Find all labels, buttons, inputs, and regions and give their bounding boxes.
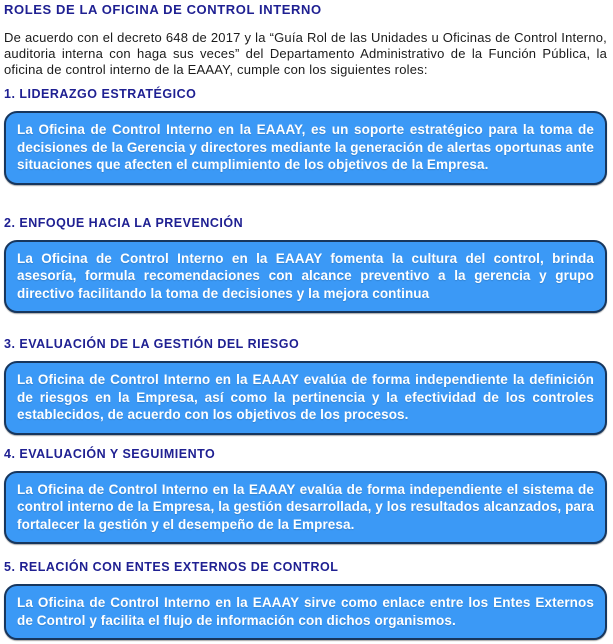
role-box [4,240,607,314]
section-heading: 5. RELACIÓN CON ENTES EXTERNOS DE CONTROL [4,560,339,574]
section-heading: 1. LIDERAZGO ESTRATÉGICO [4,87,197,101]
role-section-liderazgo [4,87,607,185]
role-section-entes-externos [4,560,607,640]
role-section-gestion-riesgo [4,337,607,435]
role-box [4,471,607,545]
role-box [4,584,607,640]
role-box-text: La Oficina de Control Interno en la EAAAY, es un soporte estratégico para la toma de decisiones de la Gerencia y directores mediante la generación de alertas oportunas ante situaciones que afecten el cumplimiento de los objetivos de la Empresa. [17,122,594,172]
role-section-prevencion [4,216,607,314]
role-section-evaluacion-seguimiento [4,447,607,545]
role-box-text: La Oficina de Control Interno en la EAAAY evalúa de forma independiente la definición de riesgos en la Empresa, así como la pertinencia y la efectividad de los controles establecidos, de acuerdo con los objetivos de los procesos. [17,372,594,422]
section-heading: 3. EVALUACIÓN DE LA GESTIÓN DEL RIESGO [4,337,300,351]
role-box [4,111,607,185]
intro-paragraph: De acuerdo con el decreto 648 de 2017 y la “Guía Rol de las Unidades u Oficinas de Control Interno, auditoria interna con haga sus veces” del Departamento Administrativo de la Función Pública, la oficina de control interno de la EAAAY, cumple con los siguientes roles: [4,30,607,77]
page-title: ROLES DE LA OFICINA DE CONTROL INTERNO [4,2,322,17]
role-box-text: La Oficina de Control Interno en la EAAAY sirve como enlace entre los Entes Externos de Control y facilita el flujo de información con dichos organismos. [17,595,594,628]
section-heading: 4. EVALUACIÓN Y SEGUIMIENTO [4,446,216,461]
role-box [4,361,607,435]
role-box-text: La Oficina de Control Interno en la EAAAY evalúa de forma independiente el sistema de control interno de la Empresa, la gestión desarrollada, y los resultados alcanzados, para fortalecer la gestión y el desempeño de la Empresa. [17,481,594,532]
role-box-text: La Oficina de Control Interno en la EAAAY fomenta la cultura del control, brinda asesoría, formula recomendaciones con alcance preventivo a la gerencia y grupo directivo facilitando la toma de decisiones y la mejora continua [17,250,594,301]
section-heading: 2. ENFOQUE HACIA LA PREVENCIÓN [4,215,244,230]
